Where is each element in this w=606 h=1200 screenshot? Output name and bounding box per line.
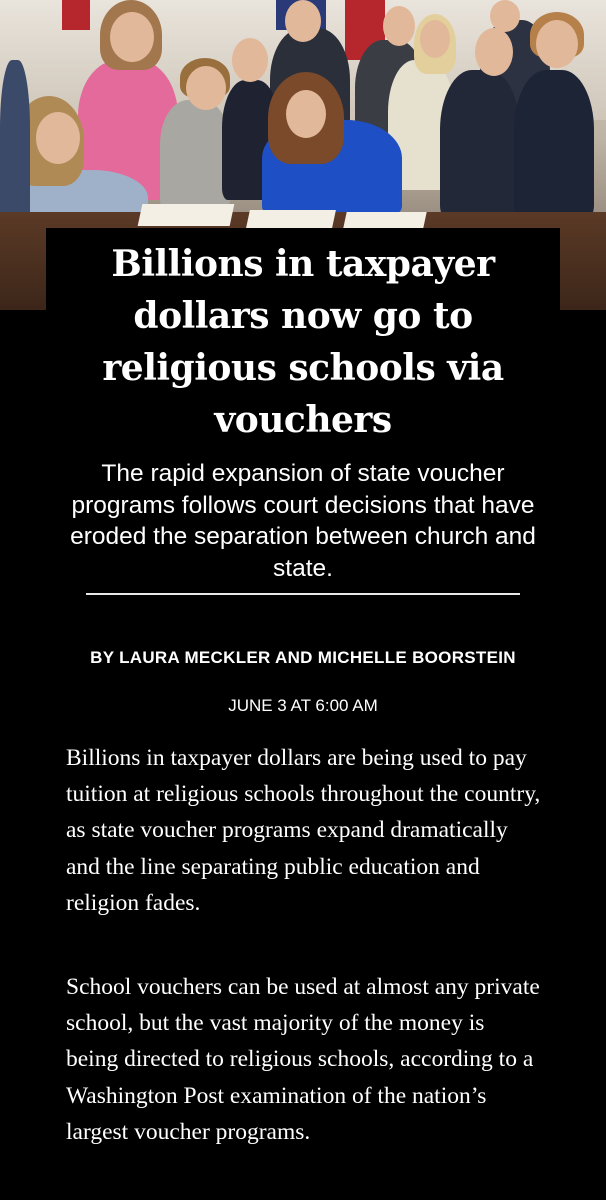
photo-person [514,70,594,220]
publish-date: JUNE 3 AT 6:00 AM [228,696,378,715]
photo-person-head [475,28,513,76]
photo-person-head [286,90,326,138]
photo-document [343,212,426,228]
article-byline [86,647,520,668]
photo-document [246,210,336,228]
photo-document [138,204,235,226]
article-dek: The rapid expansion of state voucher programs follows court decisions that have eroded the separation between church and state. [70,460,536,582]
photo-person-head [420,20,450,58]
photo-person-head [110,12,154,62]
photo-person-head [383,6,415,46]
article-paragraph: School vouchers can be used at almost any private school, but the vast majority of the money is being directed to religious schools, according to a Washington Post examination of the nation’s largest voucher programs. [66,974,540,1145]
photo-person-head [536,20,578,68]
photo-person-head [186,66,226,110]
article-paragraph: Billions in taxpayer dollars are being used to pay tuition at religious schools throughout the country, as state voucher programs expand dramatically and the line separating public education and religion fades. [66,745,541,916]
byline-prefix: BY [90,648,120,667]
divider-rule [86,593,520,595]
photo-person [440,70,520,220]
photo-person [0,60,30,230]
photo-person-head [285,0,321,42]
photo-person-head [232,38,268,82]
photo-person-head [36,112,80,164]
photo-flag [62,0,90,30]
article-headline: Billions in taxpayer dollars now go to religious schools via vouchers [102,243,504,441]
author-links[interactable]: LAURA MECKLER AND MICHELLE BOORSTEIN [119,648,516,667]
photo-person [160,100,230,210]
